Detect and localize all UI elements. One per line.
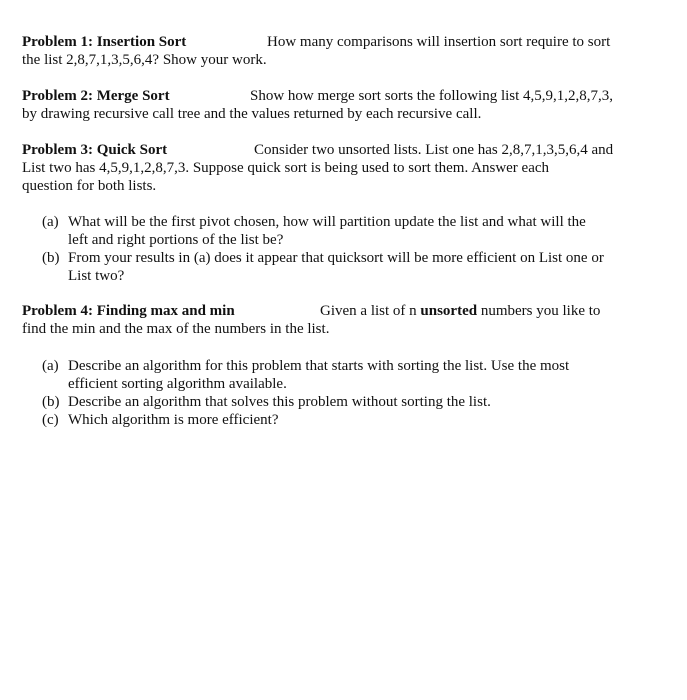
problem-3-text-line-1: List two has 4,5,9,1,2,8,7,3. Suppose quick sort is being used to sort them. Answer each [22,160,550,176]
part-text-line: List two? [68,268,125,284]
problem-4 [22,302,634,338]
list-marker: (b) [42,250,60,266]
problem-1-lead: How many comparisons will insertion sort require to sort [267,34,611,50]
problem-2 [22,87,634,123]
list-marker: (c) [42,412,59,428]
problem-4-text: find the min and the max of the numbers in the list. [22,321,330,337]
list-marker: (a) [42,358,59,374]
problem-3-lead: Consider two unsorted lists. List one has 2,8,7,1,3,5,6,4 and [254,142,614,158]
problem-4-lead-bold: unsorted [420,303,478,319]
problem-4-lead-before: Given a list of n [320,303,421,319]
part-text-line: Which algorithm is more efficient? [68,412,279,428]
problem-1-text: the list 2,8,7,1,3,5,6,4? Show your work. [22,52,267,68]
part-text-line: From your results in (a) does it appear that quicksort will be more efficient on List one or [68,250,604,266]
problem-4-part-b [42,393,632,411]
part-text-line: Describe an algorithm for this problem that starts with sorting the list. Use the most [68,358,570,374]
part-text-line: efficient sorting algorithm available. [68,376,287,392]
problem-3 [22,141,634,195]
problem-4-lead-after: numbers you like to [477,303,601,319]
problem-4-lead [320,302,600,320]
problem-4-parts [42,357,632,429]
part-text-line: What will be the first pivot chosen, how will partition update the list and what will the [68,214,586,230]
problem-3-part-a [42,213,632,249]
problem-4-title: Problem 4: Finding max and min [22,303,235,319]
problem-1-heading [22,33,634,51]
problem-3-text-line-2: question for both lists. [22,178,157,194]
problem-4-heading [22,302,634,320]
problem-4-part-c [42,411,632,429]
part-text-line: Describe an algorithm that solves this problem without sorting the list. [68,394,491,410]
problem-1 [22,33,634,69]
problem-3-parts [42,213,632,285]
list-marker: (a) [42,214,59,230]
problem-2-lead: Show how merge sort sorts the following list 4,5,9,1,2,8,7,3, [250,88,614,104]
problem-3-title: Problem 3: Quick Sort [22,142,168,158]
problem-3-heading [22,141,634,159]
problem-2-heading [22,87,634,105]
problem-4-part-a [42,357,632,393]
list-marker: (b) [42,394,60,410]
problem-3-part-b [42,249,632,285]
problem-2-text: by drawing recursive call tree and the values returned by each recursive call. [22,106,482,122]
part-text-line: left and right portions of the list be? [68,232,284,248]
problem-1-title: Problem 1: Insertion Sort [22,34,187,50]
problem-2-title: Problem 2: Merge Sort [22,88,170,104]
